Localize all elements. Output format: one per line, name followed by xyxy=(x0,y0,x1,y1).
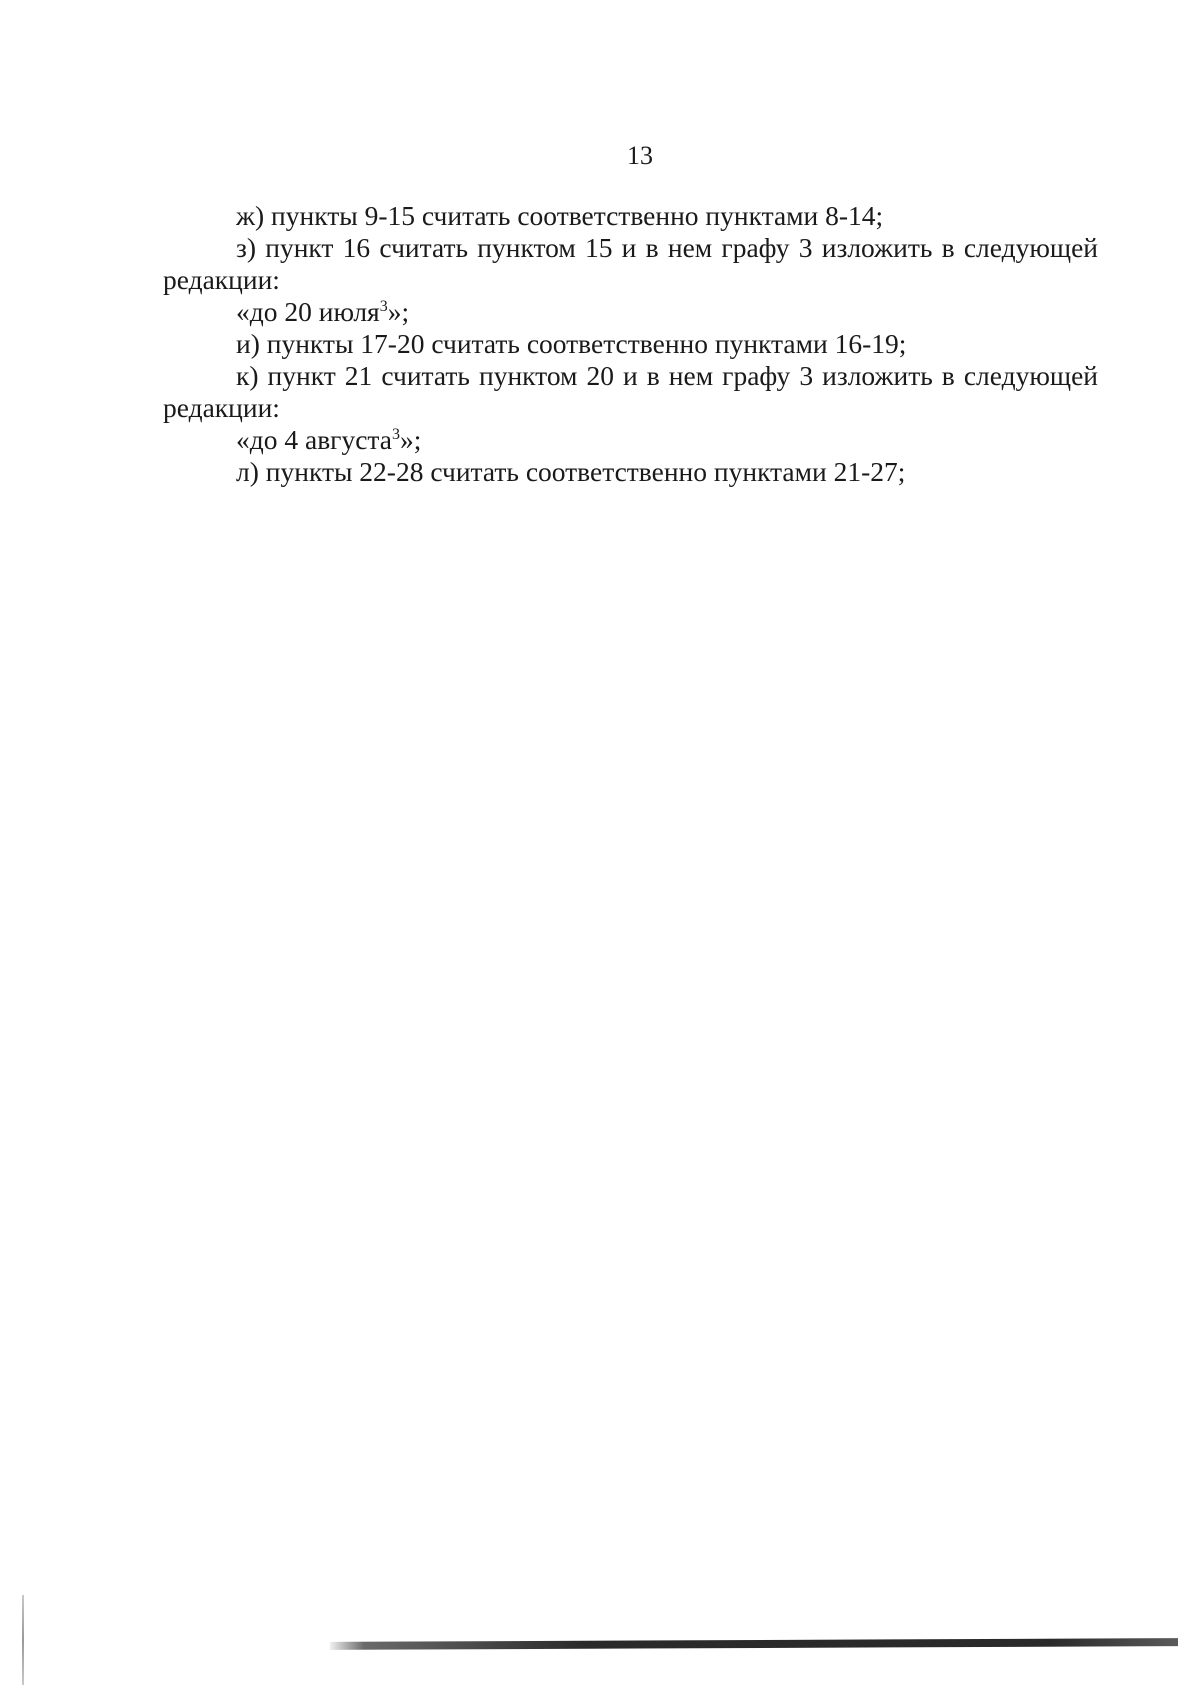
quote-july-text: «до 20 июля xyxy=(236,296,380,327)
quote-august-text: «до 4 августа xyxy=(236,424,392,455)
paragraph-i: и) пункты 17-20 считать соответственно пунктами 16-19; xyxy=(236,328,907,359)
document-body xyxy=(163,200,1098,488)
paragraph-zh: ж) пункты 9-15 считать соответственно пунктами 8-14; xyxy=(236,200,884,231)
scan-artifact-left xyxy=(22,1595,24,1685)
quote-july-close: »; xyxy=(387,296,410,327)
page-number: 13 xyxy=(627,141,653,170)
footnote-ref: 3 xyxy=(391,426,400,443)
scan-artifact-bottom xyxy=(330,1638,1178,1650)
paragraph-quote-july xyxy=(163,296,1098,328)
paragraph-k: к) пункт 21 считать пунктом 20 и в нем графу 3 изложить в следующей редакции: xyxy=(163,360,1098,423)
paragraph-z: з) пункт 16 считать пунктом 15 и в нем графу 3 изложить в следующей редакции: xyxy=(163,232,1098,295)
paragraph-l: л) пункты 22-28 считать соответственно пунктами 21-27; xyxy=(236,456,906,487)
footnote-ref: 3 xyxy=(379,298,388,315)
paragraph-quote-august xyxy=(163,424,1098,456)
quote-august-close: »; xyxy=(399,424,422,455)
